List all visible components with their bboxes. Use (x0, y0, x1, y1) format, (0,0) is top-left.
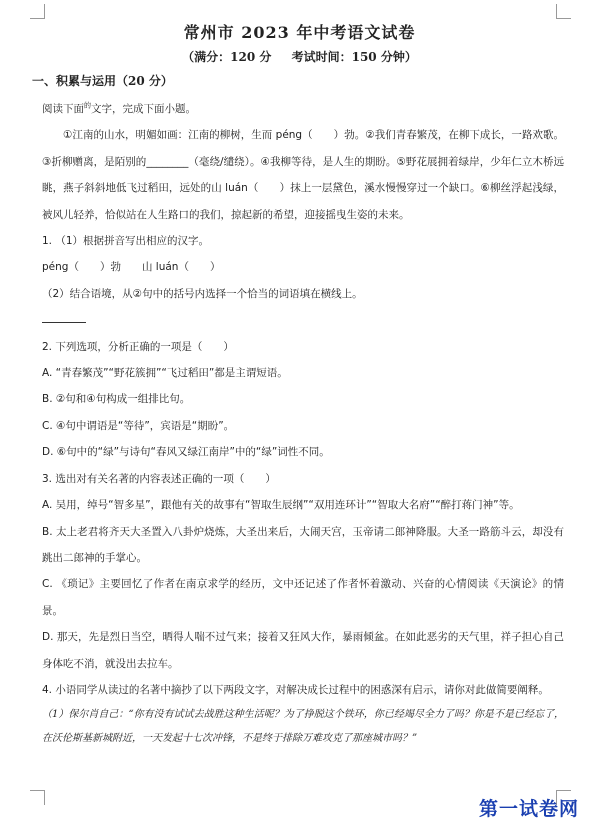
answer-blank-line (42, 312, 86, 323)
section-heading: 一、积累与运用（20 分） (32, 74, 173, 88)
reading-passage: ①江南的山水，明媚如画：江南的柳树，生而 péng（ ）勃。②我们青春繁茂，在柳下成长，一路欢歌。③折柳赠离，是陌别的________（毫绕/缱绕）。④我柳等待，是人生的期盼。⑤野花展拥着绿岸，少年仁立木桥远眺，燕子斜斜地低飞过稻田，远处的山 luán（ ）抹上一层黛色，溪水慢慢穿过一个缺口。⑥柳丝浮起浅绿，被风儿轻养，恰似站在人生路口的我们，掠起新的希望，迎接摇曳生姿的未来。 (42, 129, 564, 221)
question-3-option-b: B. 太上老君将齐天大圣置入八卦炉烧炼，大圣出来后，大闹天宫，玉帝请二郎神降服。大圣一路筋斗云，却没有跳出二郎神的手掌心。 (42, 525, 564, 564)
question-1: 1. （1）根据拼音写出相应的汉字。 (42, 235, 210, 248)
question-2-option-c: C. ④句中谓语是“等待”，宾语是“期盼”。 (42, 419, 235, 432)
exam-subtitle (0, 48, 599, 65)
question-1-pinyin: péng（ ）勃 山 luán（ ） (42, 261, 221, 274)
question-4-excerpt-1: （1）保尔肖自己：“你有没有试试去战胜这种生活呢？为了挣脱这个铁环，你已经竭尽全力了吗？你是不是已经忘了，在沃伦斯基新城附近，一天发起十七次冲锋，不是终于排除万难攻克了那座城市吗？” (42, 709, 564, 745)
question-3: 3. 选出对有关名著的内容表述正确的一项（ ） (42, 472, 276, 485)
exam-title: 常州市 2023 年中考语文试卷 (183, 23, 416, 42)
site-watermark: 第一试卷网 (478, 798, 579, 820)
full-score: （满分：120 分 (182, 50, 272, 64)
question-3-option-d: D. 那天，先是烈日当空，晒得人喘不过气来；接着又狂风大作，暴雨倾盆。在如此恶劣的天气里，祥子担心自己身体吃不消，就没出去拉车。 (42, 631, 564, 670)
question-4: 4. 小语同学从读过的名著中摘抄了以下两段文字，对解决成长过程中的困惑深有启示，请你对此做简要阐释。 (42, 683, 549, 696)
crop-mark-bottom-left (30, 790, 45, 805)
crop-mark-top-left (30, 4, 45, 19)
crop-mark-top-right (556, 4, 571, 19)
answer-blank (42, 307, 564, 333)
question-2-option-d: D. ⑥句中的“绿”与诗句“春风又绿江南岸”中的“绿”词性不同。 (42, 446, 330, 459)
question-2-option-a: A. “青春繁茂”“野花簇拥”“飞过稻田”都是主谓短语。 (42, 367, 288, 380)
question-2: 2. 下列选项，分析正确的一项是（ ） (42, 340, 234, 353)
reading-intro: 阅读下面$^的$文字，完成下面小题。 (42, 101, 196, 115)
question-1-part-2: （2）结合语境，从②句中的括号内选择一个恰当的词语填在横线上。 (42, 287, 363, 300)
question-3-option-c: C. 《琐记》主要回忆了作者在南京求学的经历，文中还记述了作者怀着激动、兴奋的心情阅读《天演论》的情景。 (42, 578, 564, 617)
exam-time: 考试时间：150 分钟） (291, 50, 417, 64)
question-2-option-b: B. ②句和④句构成一组排比句。 (42, 393, 191, 406)
question-content (42, 96, 564, 751)
question-3-option-a: A. 吴用，绰号“智多星”，跟他有关的故事有“智取生辰纲”“双用连环计”“智取大名府”“醉打蒋门神”等。 (42, 499, 520, 512)
